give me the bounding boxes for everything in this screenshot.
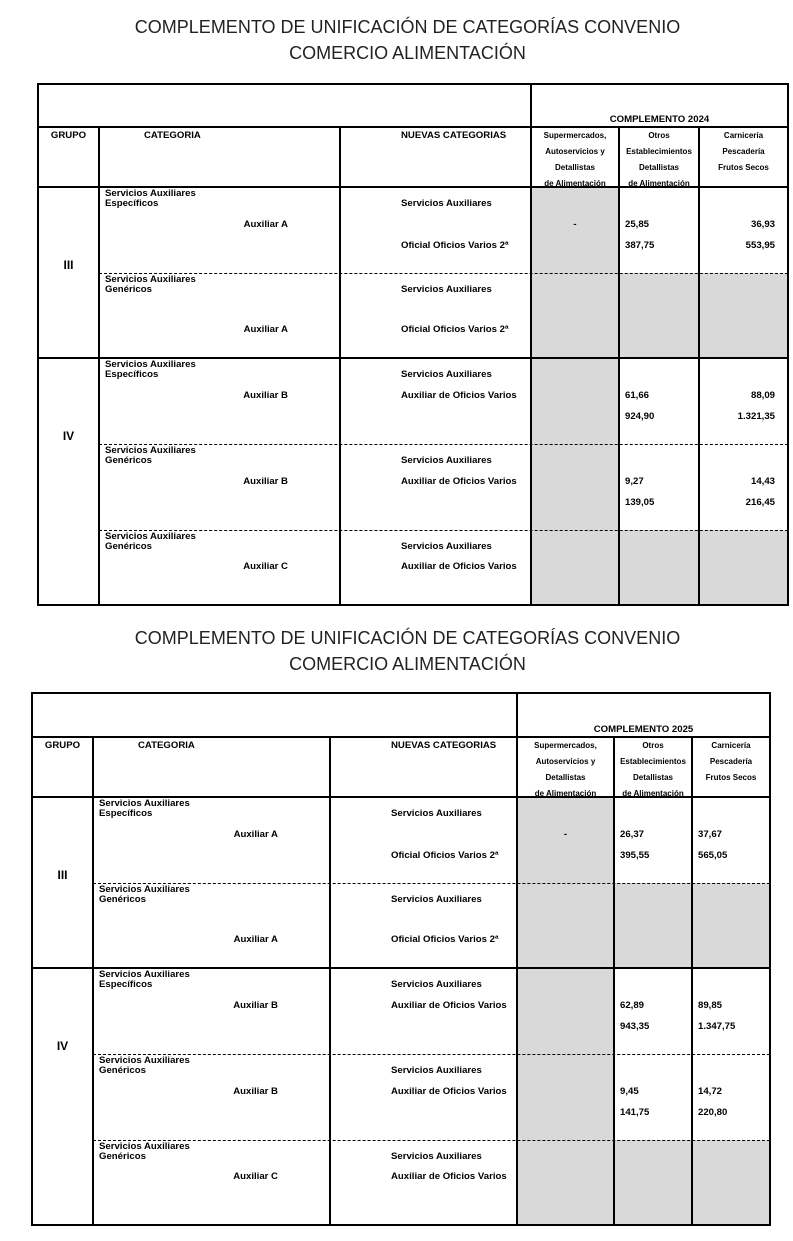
value-otros: 395,55 [620, 850, 650, 861]
value-otros: 139,05 [625, 497, 655, 508]
value-carniceria: 1.321,35 [737, 411, 775, 422]
category-line: Servicios Auxiliares [105, 274, 196, 285]
category-line: Genéricos [105, 541, 152, 552]
group-label: IV [62, 429, 75, 443]
divider [92, 737, 94, 1225]
header-super-line: Supermercados, [543, 131, 607, 140]
value-carniceria: 553,95 [745, 240, 775, 251]
shaded-cell [517, 883, 614, 968]
category-level: Auxiliar A [233, 934, 278, 945]
row-divider [99, 530, 788, 531]
category-line: Genéricos [105, 284, 152, 295]
new-category: Servicios Auxiliares [391, 894, 482, 905]
new-category: Auxiliar de Oficios Varios [401, 476, 517, 487]
shaded-cell [531, 358, 619, 444]
category-line: Servicios Auxiliares [105, 531, 196, 542]
value-otros: 141,75 [620, 1107, 650, 1118]
header-otros-line: de Alimentación [628, 179, 690, 188]
shaded-cell [699, 530, 788, 605]
category-level: Auxiliar B [243, 476, 288, 487]
header-carn-line: Carnicería [723, 131, 764, 140]
header-carn-line: Carnicería [711, 741, 751, 750]
header-carn-line: Pescadería [709, 757, 753, 766]
row-divider [99, 444, 788, 445]
header-super-line: de Alimentación [544, 179, 606, 188]
shaded-cell [692, 1140, 770, 1225]
category-line: Servicios Auxiliares [99, 1055, 190, 1066]
category-line: Servicios Auxiliares [99, 969, 190, 980]
category-line: Genéricos [99, 1065, 146, 1076]
header-otros-line: Establecimientos [620, 757, 686, 766]
header-otros-line: Establecimientos [626, 147, 692, 156]
value-otros: 943,35 [620, 1021, 650, 1032]
new-category: Oficial Oficios Varios 2ª [401, 240, 509, 251]
new-category: Oficial Oficios Varios 2ª [391, 934, 499, 945]
value-carniceria: 36,93 [750, 219, 775, 230]
header-super-line: Detallistas [545, 773, 586, 782]
category-line: Específicos [105, 198, 159, 209]
table-border [37, 83, 39, 606]
shaded-cell [619, 273, 699, 358]
category-level: Auxiliar A [233, 829, 278, 840]
new-category: Servicios Auxiliares [391, 808, 482, 819]
category-level: Auxiliar A [243, 219, 288, 230]
value-carniceria: 565,05 [698, 850, 728, 861]
value-otros: 9,45 [620, 1086, 639, 1097]
header-super-line: de Alimentación [534, 789, 597, 798]
divider [613, 737, 615, 1225]
category-line: Servicios Auxiliares [99, 1141, 190, 1152]
new-category: Servicios Auxiliares [401, 455, 492, 466]
complemento-header: COMPLEMENTO 2024 [609, 114, 710, 125]
new-category: Servicios Auxiliares [391, 979, 482, 990]
category-line: Servicios Auxiliares [99, 884, 190, 895]
header-carn-line: Frutos Secos [718, 163, 769, 172]
new-category: Servicios Auxiliares [401, 369, 492, 380]
category-level: Auxiliar B [233, 1000, 278, 1011]
new-category: Servicios Auxiliares [401, 198, 492, 209]
divider [618, 127, 620, 605]
new-category: Auxiliar de Oficios Varios [391, 1086, 507, 1097]
category-line: Genéricos [99, 894, 146, 905]
header-nuevas: NUEVAS CATEGORIAS [401, 130, 507, 141]
category-line: Específicos [105, 369, 159, 380]
category-line: Genéricos [99, 1151, 146, 1162]
shaded-cell [699, 273, 788, 358]
shaded-cell [531, 273, 619, 358]
shaded-cell [531, 530, 619, 605]
shaded-cell [517, 1140, 614, 1225]
new-category: Auxiliar de Oficios Varios [391, 1000, 507, 1011]
shaded-cell [517, 1054, 614, 1140]
complemento-header: COMPLEMENTO 2025 [593, 724, 694, 735]
header-categoria: CATEGORIA [138, 740, 195, 751]
table-border [31, 1224, 771, 1226]
shaded-cell [531, 444, 619, 530]
category-level: Auxiliar B [243, 390, 288, 401]
value-carniceria: 14,72 [698, 1086, 723, 1097]
value-otros: 387,75 [625, 240, 655, 251]
table-border [37, 83, 789, 85]
shaded-cell [517, 968, 614, 1054]
table-border [31, 692, 33, 1226]
value-otros: 26,37 [620, 829, 645, 840]
table-border [31, 692, 771, 694]
shaded-cell [614, 883, 692, 968]
table-title: COMPLEMENTO DE UNIFICACIÓN DE CATEGORÍAS CONVENIO [134, 628, 681, 648]
value-carniceria: 89,85 [698, 1000, 723, 1011]
value-carniceria: 1.347,75 [698, 1021, 736, 1032]
value-otros: 62,89 [620, 1000, 645, 1011]
group-label: III [63, 258, 74, 272]
table-subtitle: COMERCIO ALIMENTACIÓN [289, 43, 526, 63]
group-label: III [57, 868, 68, 882]
value-otros: 25,85 [625, 219, 650, 230]
header-nuevas: NUEVAS CATEGORIAS [391, 740, 497, 751]
category-line: Servicios Auxiliares [105, 188, 196, 199]
value-carniceria: 14,43 [750, 476, 775, 487]
header-otros-line: de Alimentación [622, 789, 684, 798]
divider [698, 127, 700, 605]
row-divider [93, 1054, 770, 1055]
value-carniceria: 37,67 [698, 829, 723, 840]
category-level: Auxiliar B [233, 1086, 278, 1097]
divider [329, 737, 331, 1225]
table-border [37, 604, 789, 606]
table-title: COMPLEMENTO DE UNIFICACIÓN DE CATEGORÍAS CONVENIO [134, 17, 681, 37]
divider [691, 737, 693, 1225]
table-subtitle: COMERCIO ALIMENTACIÓN [289, 654, 526, 674]
header-super-line: Autoservicios y [535, 757, 596, 766]
header-otros-line: Otros [642, 741, 664, 750]
shaded-cell [614, 1140, 692, 1225]
header-carn-line: Pescadería [722, 147, 765, 156]
new-category: Oficial Oficios Varios 2ª [401, 324, 509, 335]
new-category: Servicios Auxiliares [391, 1151, 482, 1162]
header-otros-line: Otros [648, 131, 670, 140]
value-carniceria: 88,09 [750, 390, 775, 401]
new-category: Servicios Auxiliares [401, 284, 492, 295]
category-line: Servicios Auxiliares [105, 359, 196, 370]
category-line: Específicos [99, 979, 153, 990]
header-otros-line: Detallistas [632, 773, 674, 782]
shaded-cell [619, 530, 699, 605]
new-category: Servicios Auxiliares [391, 1065, 482, 1076]
new-category: Servicios Auxiliares [401, 541, 492, 552]
value-supermercados: - [563, 829, 568, 840]
header-super-line: Detallistas [554, 163, 596, 172]
row-divider [93, 883, 770, 884]
category-line: Servicios Auxiliares [99, 798, 190, 809]
divider [339, 127, 341, 605]
header-super-line: Supermercados, [534, 741, 597, 750]
category-line: Específicos [99, 808, 153, 819]
new-category: Auxiliar de Oficios Varios [401, 561, 517, 572]
header-otros-line: Detallistas [638, 163, 680, 172]
row-divider [99, 273, 788, 274]
value-carniceria: 216,45 [745, 497, 775, 508]
header-categoria: CATEGORIA [144, 130, 201, 141]
value-carniceria: 220,80 [698, 1107, 728, 1118]
row-divider [93, 1140, 770, 1141]
header-carn-line: Frutos Secos [705, 773, 757, 782]
value-otros: 61,66 [625, 390, 650, 401]
value-otros: 9,27 [625, 476, 644, 487]
header-super-line: Autoservicios y [545, 147, 605, 156]
header-grupo: GRUPO [50, 130, 87, 141]
category-level: Auxiliar C [233, 1171, 278, 1182]
group-label: IV [56, 1039, 69, 1053]
shaded-cell [692, 883, 770, 968]
divider [98, 127, 100, 605]
new-category: Auxiliar de Oficios Varios [391, 1171, 507, 1182]
new-category: Oficial Oficios Varios 2ª [391, 850, 499, 861]
value-otros: 924,90 [625, 411, 655, 422]
header-grupo: GRUPO [44, 740, 81, 751]
category-line: Servicios Auxiliares [105, 445, 196, 456]
value-supermercados: - [573, 219, 577, 230]
new-category: Auxiliar de Oficios Varios [401, 390, 517, 401]
category-level: Auxiliar A [243, 324, 288, 335]
category-line: Genéricos [105, 455, 152, 466]
category-level: Auxiliar C [243, 561, 288, 572]
